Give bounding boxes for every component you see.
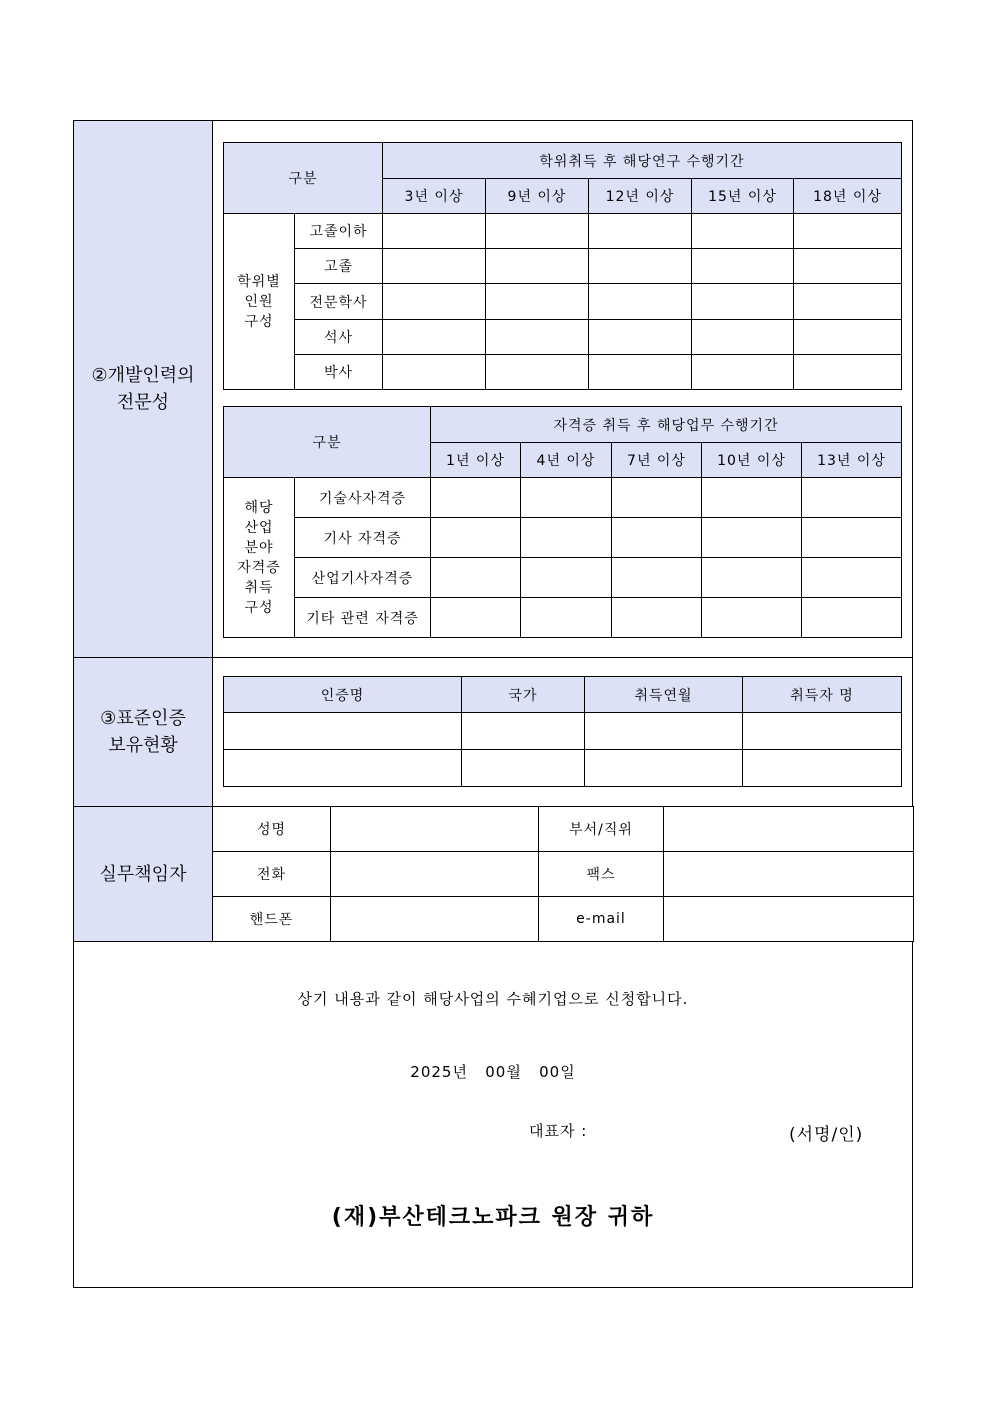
- table2-row-group-line: 자격증: [237, 559, 281, 576]
- name-field[interactable]: [331, 807, 539, 852]
- table2-input-cell[interactable]: [802, 478, 902, 518]
- certification-table: [223, 676, 902, 787]
- section2-label: [74, 121, 213, 658]
- table2-category-header: 구분: [224, 407, 431, 478]
- fax-label: 팩스: [539, 852, 664, 897]
- manager-table: [212, 806, 914, 942]
- table1-input-cell[interactable]: [692, 320, 794, 355]
- table1-row-label: 전문학사: [295, 284, 383, 320]
- table1-input-cell[interactable]: [794, 320, 902, 355]
- table2-period: 7년 이상: [612, 443, 702, 478]
- phone-field[interactable]: [331, 852, 539, 897]
- table1-input-cell[interactable]: [794, 249, 902, 284]
- section3-label-line2: 보유현황: [108, 735, 178, 756]
- table2-input-cell[interactable]: [802, 598, 902, 638]
- email-label: e-mail: [539, 897, 664, 942]
- manager-label-text: 실무책임자: [99, 863, 187, 885]
- table2-input-cell[interactable]: [431, 518, 521, 558]
- table2-row-group: [224, 478, 295, 638]
- table2-row-label: 기사 자격증: [295, 518, 431, 558]
- table2-input-cell[interactable]: [802, 518, 902, 558]
- table1-input-cell[interactable]: [589, 355, 692, 390]
- table1-input-cell[interactable]: [589, 320, 692, 355]
- addressee-title: (재)부산테크노파크 원장 귀하: [331, 1205, 655, 1230]
- table2-row-label: 기타 관련 자격증: [295, 598, 431, 638]
- section3-label: [74, 658, 213, 807]
- table1-category-header: 구분: [224, 143, 383, 214]
- manager-content: [213, 807, 912, 942]
- cert-header-date: 취득연월: [585, 677, 743, 713]
- table1-input-cell[interactable]: [589, 249, 692, 284]
- table2-row-group-line: 구성: [244, 599, 274, 616]
- cert-input-cell[interactable]: [462, 750, 585, 787]
- table1-input-cell[interactable]: [589, 214, 692, 249]
- cert-header-country: 국가: [462, 677, 585, 713]
- table1-input-cell[interactable]: [383, 249, 486, 284]
- table1-row-label: 고졸: [295, 249, 383, 284]
- cert-header-holder: 취득자 명: [743, 677, 902, 713]
- table1-input-cell[interactable]: [692, 284, 794, 320]
- representative-label: 대표자 :: [529, 1122, 588, 1140]
- application-statement: 상기 내용과 같이 해당사업의 수혜기업으로 신청합니다.: [297, 990, 689, 1008]
- dept-label: 부서/직위: [539, 807, 664, 852]
- table2-input-cell[interactable]: [521, 518, 612, 558]
- table2-input-cell[interactable]: [612, 598, 702, 638]
- table2-row-group-line: 분야: [244, 539, 274, 556]
- section3-content: [213, 658, 912, 807]
- table1-input-cell[interactable]: [486, 320, 589, 355]
- cert-header-name: 인증명: [224, 677, 462, 713]
- mobile-field[interactable]: [331, 897, 539, 942]
- table2-row-group-line: 해당: [244, 499, 274, 516]
- cert-input-cell[interactable]: [462, 713, 585, 750]
- fax-field[interactable]: [664, 852, 914, 897]
- table2-input-cell[interactable]: [521, 598, 612, 638]
- table2-group-header: 자격증 취득 후 해당업무 수행기간: [431, 407, 902, 443]
- table2-row-label: 산업기사자격증: [295, 558, 431, 598]
- section2-label-line2: 전문성: [116, 392, 170, 413]
- table2-period: 4년 이상: [521, 443, 612, 478]
- table2-input-cell[interactable]: [702, 558, 802, 598]
- table2-input-cell[interactable]: [612, 558, 702, 598]
- table1-input-cell[interactable]: [486, 249, 589, 284]
- table1-period: 9년 이상: [486, 179, 589, 214]
- table1-row-group-line: 구성: [244, 313, 274, 330]
- email-field[interactable]: [664, 897, 914, 942]
- table1-input-cell[interactable]: [794, 284, 902, 320]
- table1-input-cell[interactable]: [794, 355, 902, 390]
- dept-field[interactable]: [664, 807, 914, 852]
- table2-input-cell[interactable]: [702, 598, 802, 638]
- sign-seal-label: (서명/인): [789, 1125, 864, 1145]
- table1-period: 12년 이상: [589, 179, 692, 214]
- certificate-career-table: [223, 406, 902, 638]
- table2-period: 13년 이상: [802, 443, 902, 478]
- table1-input-cell[interactable]: [486, 355, 589, 390]
- name-label: 성명: [213, 807, 331, 852]
- table1-row-label: 고졸이하: [295, 214, 383, 249]
- table1-input-cell[interactable]: [692, 249, 794, 284]
- table2-input-cell[interactable]: [521, 558, 612, 598]
- table1-input-cell[interactable]: [794, 214, 902, 249]
- table2-input-cell[interactable]: [702, 478, 802, 518]
- table2-period: 10년 이상: [702, 443, 802, 478]
- table1-row-label: 박사: [295, 355, 383, 390]
- table1-input-cell[interactable]: [692, 355, 794, 390]
- table2-input-cell[interactable]: [612, 518, 702, 558]
- table1-period: 18년 이상: [794, 179, 902, 214]
- table1-input-cell[interactable]: [589, 284, 692, 320]
- cert-input-cell[interactable]: [743, 713, 902, 750]
- table2-input-cell[interactable]: [431, 558, 521, 598]
- application-date: 2025년 00월 00일: [410, 1063, 576, 1081]
- table1-row-group-line: 인원: [244, 293, 274, 310]
- cert-input-cell[interactable]: [585, 713, 743, 750]
- table2-input-cell[interactable]: [431, 478, 521, 518]
- cert-input-cell[interactable]: [743, 750, 902, 787]
- table1-input-cell[interactable]: [383, 355, 486, 390]
- phone-label: 전화: [213, 852, 331, 897]
- degree-career-table: [223, 142, 902, 390]
- table1-input-cell[interactable]: [486, 214, 589, 249]
- table1-input-cell[interactable]: [383, 320, 486, 355]
- table2-input-cell[interactable]: [612, 478, 702, 518]
- table1-period: 15년 이상: [692, 179, 794, 214]
- table2-period: 1년 이상: [431, 443, 521, 478]
- table1-period: 3년 이상: [383, 179, 486, 214]
- table1-group-header: 학위취득 후 해당연구 수행기간: [383, 143, 902, 179]
- table1-row-group-line: 학위별: [237, 273, 281, 290]
- table1-input-cell[interactable]: [383, 284, 486, 320]
- table1-input-cell[interactable]: [486, 284, 589, 320]
- table2-row-group-line: 산업: [244, 519, 274, 536]
- table1-input-cell[interactable]: [692, 214, 794, 249]
- table2-input-cell[interactable]: [521, 478, 612, 518]
- application-form: [73, 120, 913, 1288]
- cert-input-cell[interactable]: [585, 750, 743, 787]
- table1-input-cell[interactable]: [383, 214, 486, 249]
- table2-input-cell[interactable]: [802, 558, 902, 598]
- section2-content: [213, 121, 912, 658]
- manager-label: [74, 807, 213, 942]
- table2-input-cell[interactable]: [431, 598, 521, 638]
- table2-row-label: 기술사자격증: [295, 478, 431, 518]
- table1-row-group: [224, 214, 295, 390]
- section3-label-line1: ③표준인증: [100, 708, 186, 729]
- table2-row-group-line: 취득: [244, 579, 274, 596]
- cert-input-cell[interactable]: [224, 713, 462, 750]
- table1-row-label: 석사: [295, 320, 383, 355]
- table2-input-cell[interactable]: [702, 518, 802, 558]
- mobile-label: 핸드폰: [213, 897, 331, 942]
- section2-label-line1: ②개발인력의: [91, 365, 195, 386]
- signature-area: [74, 942, 912, 1287]
- cert-input-cell[interactable]: [224, 750, 462, 787]
